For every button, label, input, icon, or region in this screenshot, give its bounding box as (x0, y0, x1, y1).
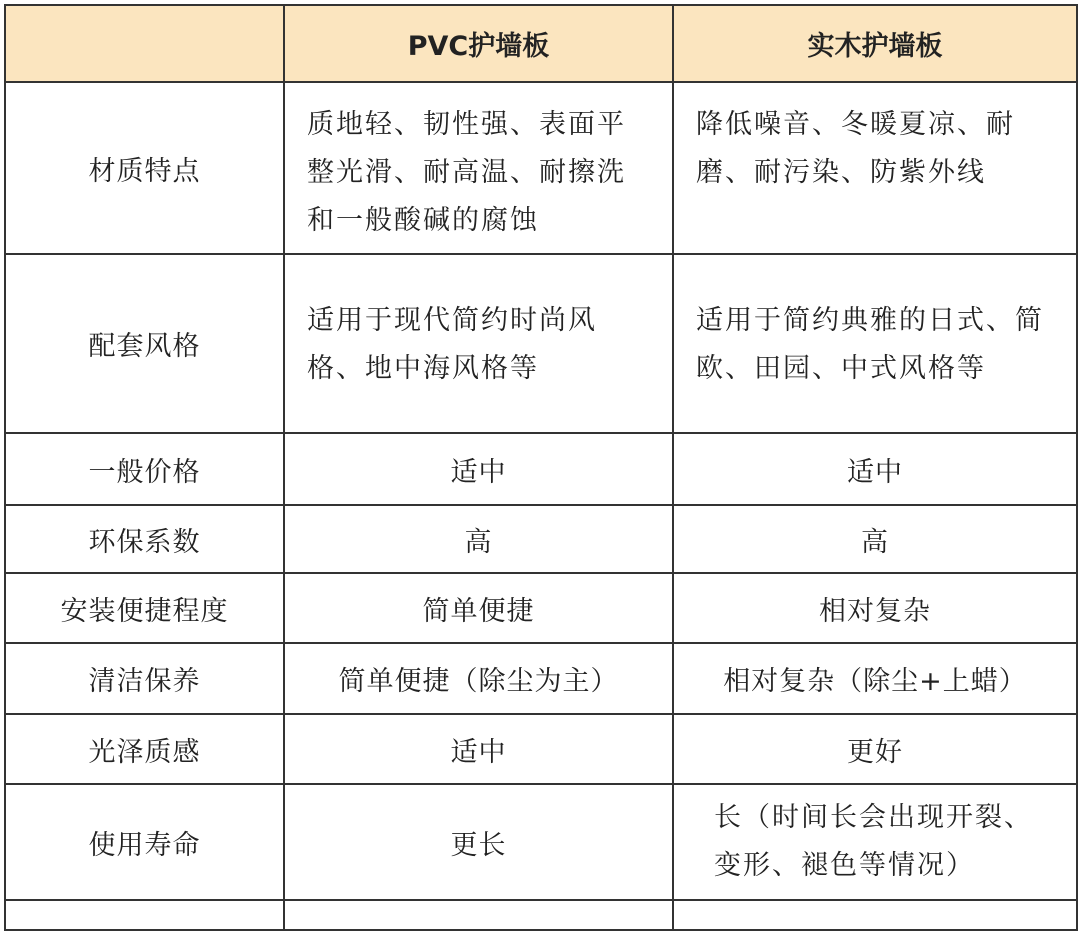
row-label: 光泽质感 (5, 714, 284, 784)
pvc-cell: 更长 (284, 784, 673, 900)
pvc-cell: 简单便捷 (284, 573, 673, 643)
row-label: 一般价格 (5, 433, 284, 505)
table-row (5, 82, 1077, 254)
pvc-cell: 高 (284, 505, 673, 573)
wood-cell: 长（时间长会出现开裂、变形、褪色等情况） (673, 784, 1077, 900)
wood-cell: 适用于简约典雅的日式、简欧、田园、中式风格等 (673, 254, 1077, 433)
wood-cell: 相对复杂 (673, 573, 1077, 643)
row-label: 清洁保养 (5, 643, 284, 714)
row-label: 安装便捷程度 (5, 573, 284, 643)
table-row (5, 784, 1077, 900)
pvc-cell: 质地轻、韧性强、表面平整光滑、耐高温、耐擦洗和一般酸碱的腐蚀 (284, 82, 673, 254)
table-row (5, 433, 1077, 505)
table-row (5, 573, 1077, 643)
row-label: 配套风格 (5, 254, 284, 433)
row-label: 材质特点 (5, 82, 284, 254)
wood-cell: 相对复杂（除尘+上蜡） (673, 643, 1077, 714)
wood-cell: 降低噪音、冬暖夏凉、耐磨、耐污染、防紫外线 (673, 82, 1077, 254)
pvc-cell: 简单便捷（除尘为主） (284, 643, 673, 714)
table-row (5, 505, 1077, 573)
row-label: 使用寿命 (5, 784, 284, 900)
wood-cell: 更好 (673, 714, 1077, 784)
table-row (5, 714, 1077, 784)
wood-cell: 高 (673, 505, 1077, 573)
header-row (5, 5, 1077, 82)
comparison-table (4, 4, 1078, 931)
pvc-cell: 适用于现代简约时尚风格、地中海风格等 (284, 254, 673, 433)
table-row (5, 254, 1077, 433)
header-pvc: PVC护墙板 (284, 5, 673, 82)
table-row (5, 643, 1077, 714)
wood-cell: 适中 (673, 433, 1077, 505)
pvc-cell: 适中 (284, 714, 673, 784)
header-corner-cell (5, 5, 284, 82)
header-wood: 实木护墙板 (673, 5, 1077, 82)
row-label: 环保系数 (5, 505, 284, 573)
pvc-cell: 适中 (284, 433, 673, 505)
